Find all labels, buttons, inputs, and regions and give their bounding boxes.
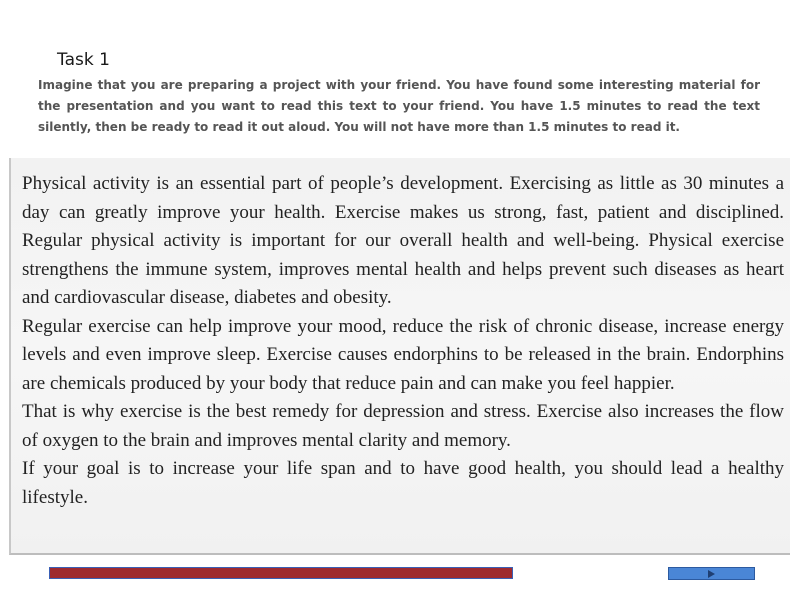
task-instructions: Imagine that you are preparing a project with your friend. You have found some interesting material for the presentation and you want to read this text to your friend. You have 1.5 minutes to read the text silently, then be ready to read it out aloud. You will not have more than 1.5 minutes to read it. bbox=[38, 78, 760, 134]
reading-passage-text bbox=[22, 170, 784, 512]
passage-paragraph: Regular exercise can help improve your mood, reduce the risk of chronic disease, increase energy levels and even improve sleep. Exercise causes endorphins to be released in the brain. Endorphins are chemicals produced by your body that reduce pain and can make you feel happier. bbox=[22, 315, 784, 394]
next-button[interactable] bbox=[668, 567, 755, 580]
task-title: Task 1 bbox=[57, 50, 110, 70]
reading-passage-scan bbox=[9, 158, 790, 555]
passage-paragraph: That is why exercise is the best remedy for depression and stress. Exercise also increases the flow of oxygen to the brain and improves mental clarity and memory. bbox=[22, 401, 784, 451]
timer-progress-fill bbox=[50, 568, 512, 578]
timer-progress-bar bbox=[49, 567, 513, 579]
passage-paragraph: Physical activity is an essential part of people’s development. Exercising as little as 30 minutes a day can greatly improve your health. Exercise makes us strong, fast, patient and disciplined. Regular physical activity is important for our overall health and well-being. Physical exercise strengthens the immune system, improves mental health and helps prevent such diseases as heart and cardiovascular disease, diabetes and obesity. bbox=[22, 173, 784, 308]
passage-paragraph: If your goal is to increase your life span and to have good health, you should lead a healthy lifestyle. bbox=[22, 458, 784, 508]
play-icon bbox=[708, 570, 715, 578]
